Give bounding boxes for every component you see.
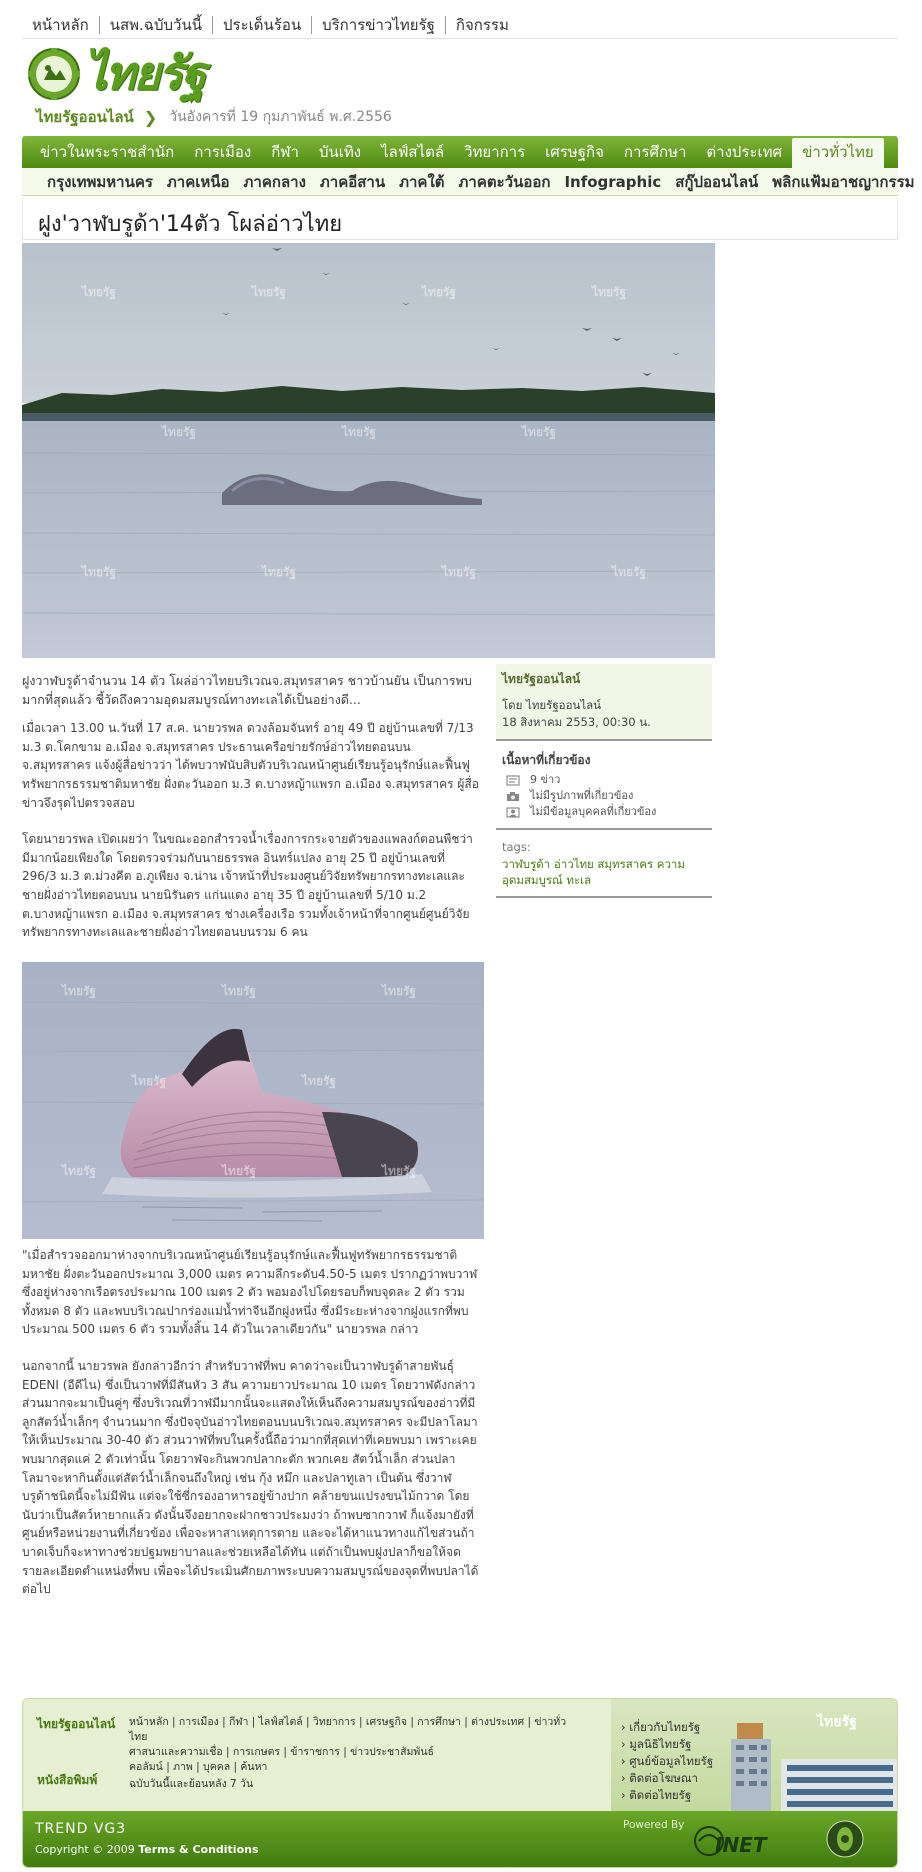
footer-link-advertising[interactable]: › ติดต่อโฆษณา <box>621 1771 698 1785</box>
footer-links-row[interactable]: คอลัมน์ | ภาพ | บุคคล | ค้นหา <box>129 1761 268 1773</box>
subnav-central[interactable]: ภาคกลาง <box>243 172 306 191</box>
partner-seal-icon <box>823 1817 867 1861</box>
article-paragraph: โดยนายวรพล เปิดเผยว่า ในขณะออกสำรวจน้ำเรื่องการกระจายตัวของแพลงก์ตอนพืชว่ามีมากน้อยเพียงใด โดยตรวจร่วมกับนายธรรพล อินทร์แปลง อายุ 25 ปี อยู่บ้านเลขที่ 296/3 ม.3 ต.ม่วงคีต อ.ภูเพียง จ.น่าน เจ้าหน้าที่ประมงศูนย์วิจัยทรัพยากรทางทะเลและชายฝั่งอ่าวไทยตอนบน นายนิรันดร แก่นแดง อายุ 35 ปี อยู่บ้านเลขที่ 5/10 ม.2 ต.บางหญ้าแพรก อ.เมือง จ.สมุทรสาคร ช่างเครื่องเรือ รวมทั้งเจ้าหน้าที่จากศูนย์ศูนย์วิจัยทรัพยากรทางทะเลและชายฝั่งอ่าวไทยตอนบนรวม 6 คน <box>22 832 473 940</box>
headline-box <box>22 198 898 240</box>
nav-sports[interactable]: กีฬา <box>271 143 299 161</box>
subnav-infographic[interactable]: Infographic <box>564 172 662 191</box>
article-paragraph: "เมื่อสำรวจออกมาห่างจากบริเวณหน้าศูนย์เรียนรู้อนุรักษ์และฟื้นฟูทรัพยากรธรรมชาติมหาชัย ฝั่งตะวันออกประมาณ 3,000 เมตร ความลึกระดับ4.50-5 เมตร ปรากฏว่าพบวาฬซึ่งอยู่ห่างจากเรือตรงประมาณ 100 เมตร 2 ตัว พอมองไปโดยรอบก็พบจุดละ 2 ตัว รวมทั้งหมด 8 ตัว และพบบริเวณปากร่องแม่น้ำท่าจีนอีกฝูงหนึ่ง ซึ่งมีระยะห่างจากฝูงแรกที่พบประมาณ 500 เมตร 6 ตัว รวมทั้งสิ้น 14 ตัวในเวลาเดียวกัน" นายวรพล กล่าว <box>22 1248 478 1337</box>
watermark: ไทยรัฐ <box>302 1074 337 1088</box>
top-link-home[interactable]: หน้าหลัก <box>32 16 89 34</box>
footer-about-links <box>621 1719 713 1804</box>
watermark: ไทยรัฐ <box>522 425 557 439</box>
watermark: ไทยรัฐ <box>62 1164 97 1178</box>
watermark: ไทยรัฐ <box>592 285 627 299</box>
footer-online-label: ไทยรัฐออนไลน์ <box>37 1717 116 1731</box>
tags-label: tags: <box>502 840 531 854</box>
related-news-link[interactable] <box>502 772 706 788</box>
watermark: ไทยรัฐ <box>222 1164 257 1178</box>
top-link-activities[interactable]: กิจกรรม <box>445 16 519 34</box>
tags-box <box>496 834 712 898</box>
footer-building-area <box>611 1699 898 1811</box>
subnav-northeast[interactable]: ภาคอีสาน <box>319 172 386 191</box>
related-title: เนื้อหาที่เกี่ยวข้อง <box>502 753 591 767</box>
subnav-north[interactable]: ภาคเหนือ <box>166 172 230 191</box>
footer-print-label: หนังสือพิมพ์ <box>37 1773 98 1787</box>
watermark: ไทยรัฐ <box>382 1164 417 1178</box>
watermark: ไทยรัฐ <box>82 565 117 579</box>
nav-international[interactable]: ต่างประเทศ <box>706 143 783 161</box>
article-body-continued <box>22 1246 480 1617</box>
divider <box>22 38 898 39</box>
footer-bottom-bar <box>23 1811 898 1868</box>
nav-lifestyle[interactable]: ไลฟ์สไตล์ <box>381 143 445 161</box>
watermark: ไทยรัฐ <box>62 984 97 998</box>
page-title: ฝูง'วาฬบรูด้า'14ตัว โผล่อ่าวไทย <box>38 212 343 237</box>
subnav-scoop[interactable]: สกู๊ปออนไลน์ <box>675 172 759 191</box>
watermark: ไทยรัฐ <box>162 425 197 439</box>
top-link-services[interactable]: บริการข่าวไทยรัฐ <box>311 16 445 34</box>
whale-feeding-photo <box>22 962 484 1239</box>
logo-emblem-icon <box>26 46 82 102</box>
footer-link-contact[interactable]: › ติดต่อไทยรัฐ <box>621 1788 692 1802</box>
watermark: ไทยรัฐ <box>132 1074 167 1088</box>
article-body <box>22 672 480 952</box>
footer-link-data-center[interactable]: › ศูนย์ข้อมูลไทยรัฐ <box>621 1754 714 1768</box>
source-box <box>496 664 712 741</box>
subnav-crime[interactable]: พลิกแฟ้มอาชญากรรม <box>772 172 915 191</box>
watermark: ไทยรัฐ <box>262 565 297 579</box>
watermark: ไทยรัฐ <box>382 984 417 998</box>
news-icon <box>506 775 520 786</box>
related-content <box>496 745 712 830</box>
related-news-count: 9 ข่าว <box>530 773 561 786</box>
tags-links[interactable]: วาฬบรูด้า อ่าวไทย สมุทรสาคร ความอุดมสมบูรณ์ ทะเล <box>502 857 685 887</box>
related-photos <box>502 788 706 804</box>
article-sidebar <box>496 664 712 898</box>
subnav-east[interactable]: ภาคตะวันออก <box>458 172 551 191</box>
breadcrumb-brand[interactable]: ไทยรัฐออนไลน์ <box>36 108 134 126</box>
subnav-south[interactable]: ภาคใต้ <box>399 172 445 191</box>
nav-education[interactable]: การศึกษา <box>623 143 687 161</box>
publish-datetime: 18 สิงหาคม 2553, 00:30 น. <box>502 715 651 729</box>
related-people-label: ไม่มีข้อมูลบุคคลที่เกี่ยวข้อง <box>530 805 657 818</box>
nav-nationwide[interactable]: ข่าวทั่วไทย <box>792 138 884 168</box>
byline: โดย ไทยรัฐออนไลน์ <box>502 698 602 712</box>
footer-links-row[interactable]: ศาสนาและความเชื่อ | การเกษตร | ข้าราชการ | ข่าวประชาสัมพันธ์ <box>129 1746 434 1758</box>
source-title: ไทยรัฐออนไลน์ <box>502 672 581 686</box>
inet-logo[interactable]: INET <box>715 1833 767 1857</box>
article-paragraph: เมื่อเวลา 13.00 น.วันที่ 17 ส.ค. นายวรพล ดวงล้อมจันทร์ อายุ 49 ปี อยู่บ้านเลขที่ 7/13 ม.3 ต.โคกขาม อ.เมือง จ.สมุทรสาคร ประธานเครือข่ายรักษ์อ่าวไทยตอนบน จ.สมุทรสาคร แจ้งผู้สื่อข่าวว่า ได้พบวาฬนับสิบตัวบริเวณหน้าศูนย์เรียนรู้อนุรักษ์และฟื้นฟูทรัพยากรธรรมชาติมหาชัย ฝั่งตะวันออก ม.3 ต.บางหญ้าแพรก อ.เมือง จ.สมุทรสาคร ผู้สื่อข่าวจึงรุดไปตรวจสอบ <box>22 721 479 810</box>
trend-vg3-logo: TREND VG3 <box>35 1821 127 1837</box>
footer-link-foundation[interactable]: › มูลนิธิไทยรัฐ <box>621 1737 692 1751</box>
top-links <box>22 12 519 38</box>
person-icon <box>506 807 520 818</box>
watermark: ไทยรัฐ <box>442 565 477 579</box>
watermark: ไทยรัฐ <box>342 425 377 439</box>
nav-entertainment[interactable]: บันเทิง <box>318 143 362 161</box>
camera-icon <box>506 791 520 802</box>
footer-building-logo: ไทยรัฐ <box>817 1714 857 1730</box>
footer-online-links <box>129 1715 569 1792</box>
terms-link[interactable]: Terms & Conditions <box>138 1843 259 1856</box>
logo-text: ไทยรัฐ <box>84 46 205 100</box>
nav-politics[interactable]: การเมือง <box>194 143 252 161</box>
chevron-right-icon: ❯ <box>143 107 158 127</box>
site-logo[interactable] <box>26 44 214 104</box>
watermark: ไทยรัฐ <box>252 285 287 299</box>
footer-print-links[interactable]: ฉบับวันนี้และย้อนหลัง 7 วัน <box>129 1778 254 1790</box>
footer-link-about[interactable]: › เกี่ยวกับไทยรัฐ <box>621 1720 701 1734</box>
powered-by-label: Powered By <box>623 1819 685 1831</box>
copyright-text: Copyright © 2009 <box>35 1843 135 1856</box>
nav-royal-news[interactable]: ข่าวในพระราชสำนัก <box>40 143 175 161</box>
watermark: ไทยรัฐ <box>222 984 257 998</box>
breadcrumb <box>36 104 392 130</box>
article-lead: ฝูงวาฬบรูด้าจำนวน 14 ตัว โผล่อ่าวไทยบริเวณจ.สมุทรสาคร ชาวบ้านยัน เป็นการพบมากที่สุดแล้ว ชี้วัดถึงความอุดมสมบูรณ์ทางทะเลได้เป็นอย่างดี... <box>22 673 472 707</box>
page <box>22 0 915 1872</box>
current-date: วันอังคารที่ 19 กุมภาพันธ์ พ.ศ.2556 <box>169 109 392 125</box>
sub-nav <box>22 168 915 196</box>
article-paragraph: นอกจากนี้ นายวรพล ยังกล่าวอีกว่า สำหรับวาฬที่พบ คาดว่าจะเป็นวาฬบรูด้าสายพันธุ์ EDENI (อีดีไน) ซึ่งเป็นวาฬที่มีสันหัว 3 สัน ความยาวประมาณ 10 เมตร โดยวาฬดังกล่าวส่วนมากจะมาเป็นคู่ๆ ซึ่งบริเวณที่วาฬมีมากนั้นจะแสดงให้เห็นถึงความสมบูรณ์ของอ่าวที่มีลูกสัตว์น้ำเล็กๆ จำนวนมาก ซึ่งปัจจุบันอ่าวไทยตอนบนบริเวณจ.สมุทรสาคร จะมีปลาโลมาให้เห็นประมาณ 30-40 ตัว ส่วนวาฬที่พบในครั้งนี้ถือว่ามากที่สุดเท่าที่เคยพบมา เพราะเคยพบมากสุดแค่ 2 ตัวเท่านั้น โดยวาฬจะกินพวกปลากะตัก พวกเคย สัตว์น้ำเล็ก ส่วนปลาโลมาจะหากินตั้งแต่สัตว์น้ำเล็กจนถึงใหญ่ เช่น กุ้ง หมึก และปลาทูเลา เป็นต้น ซึ่งวาฬบรูด้าชนิดนี้จะไม่มีฟัน แต่จะใช้ซี่กรองอาหารอยู่ข้างปาก คล้ายขนแปรงขนไม้กวาด โดยนับว่าเป็นสัตว์หายากแล้ว ดังนั้นจึงอยากจะฝากชาวประมงว่า ถ้าพบซากวาฬ ก็แจ้งมายังที่ศูนย์หรือหน่วยงานที่เกี่ยวข้อง เพื่อจะหาสาเหตุการตาย และจะได้หาแนวทางแก้ไขส่วนถ้าบาดเจ็บก็จะหาทางช่วยปฐมพยาบาลและช่วยเหลือได้ทัน แต่ถ้าเป็นพบฝูงปลาก็ขอให้จดรายละเอียดตำแหน่งที่พบ เพื่อจะได้ประเมินศักยภาพระบบความสมบูรณ์ของจุดที่พบปลาได้ต่อไป <box>22 1358 479 1597</box>
watermark: ไทยรัฐ <box>612 565 647 579</box>
nav-economy[interactable]: เศรษฐกิจ <box>545 143 604 161</box>
article-photo-whale <box>22 962 484 1239</box>
main-nav <box>22 136 898 168</box>
related-people <box>502 804 706 820</box>
watermark: ไทยรัฐ <box>82 285 117 299</box>
watermark: ไทยรัฐ <box>422 285 457 299</box>
copyright <box>35 1843 259 1856</box>
footer-links-area <box>23 1699 611 1811</box>
subnav-bangkok[interactable]: กรุงเทพมหานคร <box>47 172 153 191</box>
site-footer <box>22 1698 898 1868</box>
article-photo-main <box>22 243 715 658</box>
top-link-hot-issues[interactable]: ประเด็นร้อน <box>212 16 311 34</box>
related-photos-label: ไม่มีรูปภาพที่เกี่ยวข้อง <box>530 789 634 802</box>
whales-sea-photo <box>22 243 715 658</box>
top-link-newspaper[interactable]: นสพ.ฉบับวันนี้ <box>99 16 212 34</box>
nav-science[interactable]: วิทยาการ <box>464 143 526 161</box>
footer-links-row[interactable]: หน้าหลัก | การเมือง | กีฬา | ไลฟ์สไตล์ | วิทยาการ | เศรษฐกิจ | การศึกษา | ต่างประเทศ | ข่าวทั่วไทย <box>129 1716 567 1743</box>
